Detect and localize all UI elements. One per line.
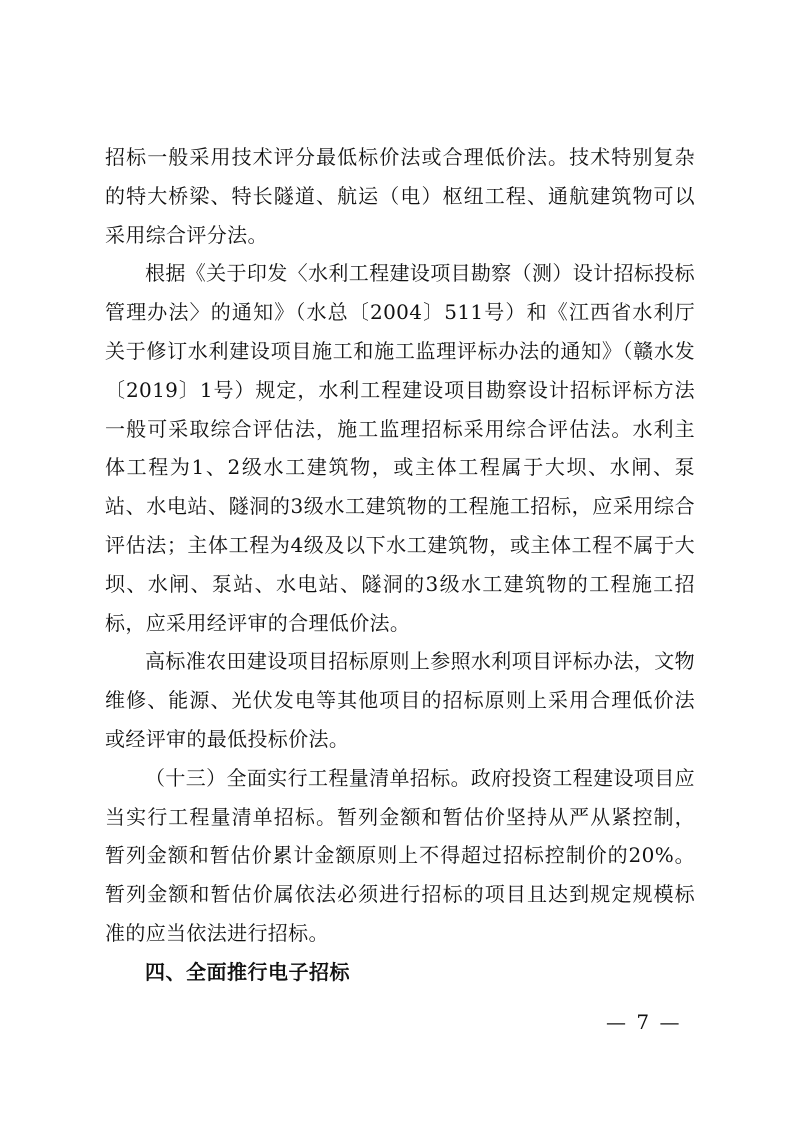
paragraph-3: 高标准农田建设项目招标原则上参照水利项目评标办法，文物维修、能源、光伏发电等其他项目的招标原则上采用合理低价法或经评审的最低投标价法。 xyxy=(105,649,695,751)
page-number: — 7 — xyxy=(606,1010,682,1034)
paragraph-2: 根据《关于印发〈水利工程建设项目勘察（测）设计招标投标管理办法〉的通知》（水总〔2004〕511号）和《江西省水利厅关于修订水利建设项目施工和施工监理评标办法的通知》（赣水发〔2019〕1号）规定，水利工程建设项目勘察设计招标评标方法一般可采取综合评估法，施工监理招标采用综合评估法。水利主体工程为1、2级水工建筑物，或主体工程属于大坝、水闸、泵站、水电站、隧洞的3级水工建筑物的工程施工招标，应采用综合评估法；主体工程为4级及以下水工建筑物，或主体工程不属于大坝、水闸、泵站、水电站、隧洞的3级水工建筑物的工程施工招标，应采用经评审的合理低价法。 xyxy=(105,261,695,635)
body-text xyxy=(105,138,695,992)
section-heading: 四、全面推行电子招标 xyxy=(145,959,350,984)
paragraph-4: （十三）全面实行工程量清单招标。政府投资工程建设项目应当实行工程量清单招标。暂列金额和暂估价坚持从严从紧控制，暂列金额和暂估价累计金额原则上不得超过招标控制价的20%。暂列金额和暂估价属依法必须进行招标的项目且达到规定规模标准的应当依法进行招标。 xyxy=(105,765,695,945)
paragraph-1: 招标一般采用技术评分最低标价法或合理低价法。技术特别复杂的特大桥梁、特长隧道、航运（电）枢纽工程、通航建筑物可以采用综合评分法。 xyxy=(105,145,695,247)
